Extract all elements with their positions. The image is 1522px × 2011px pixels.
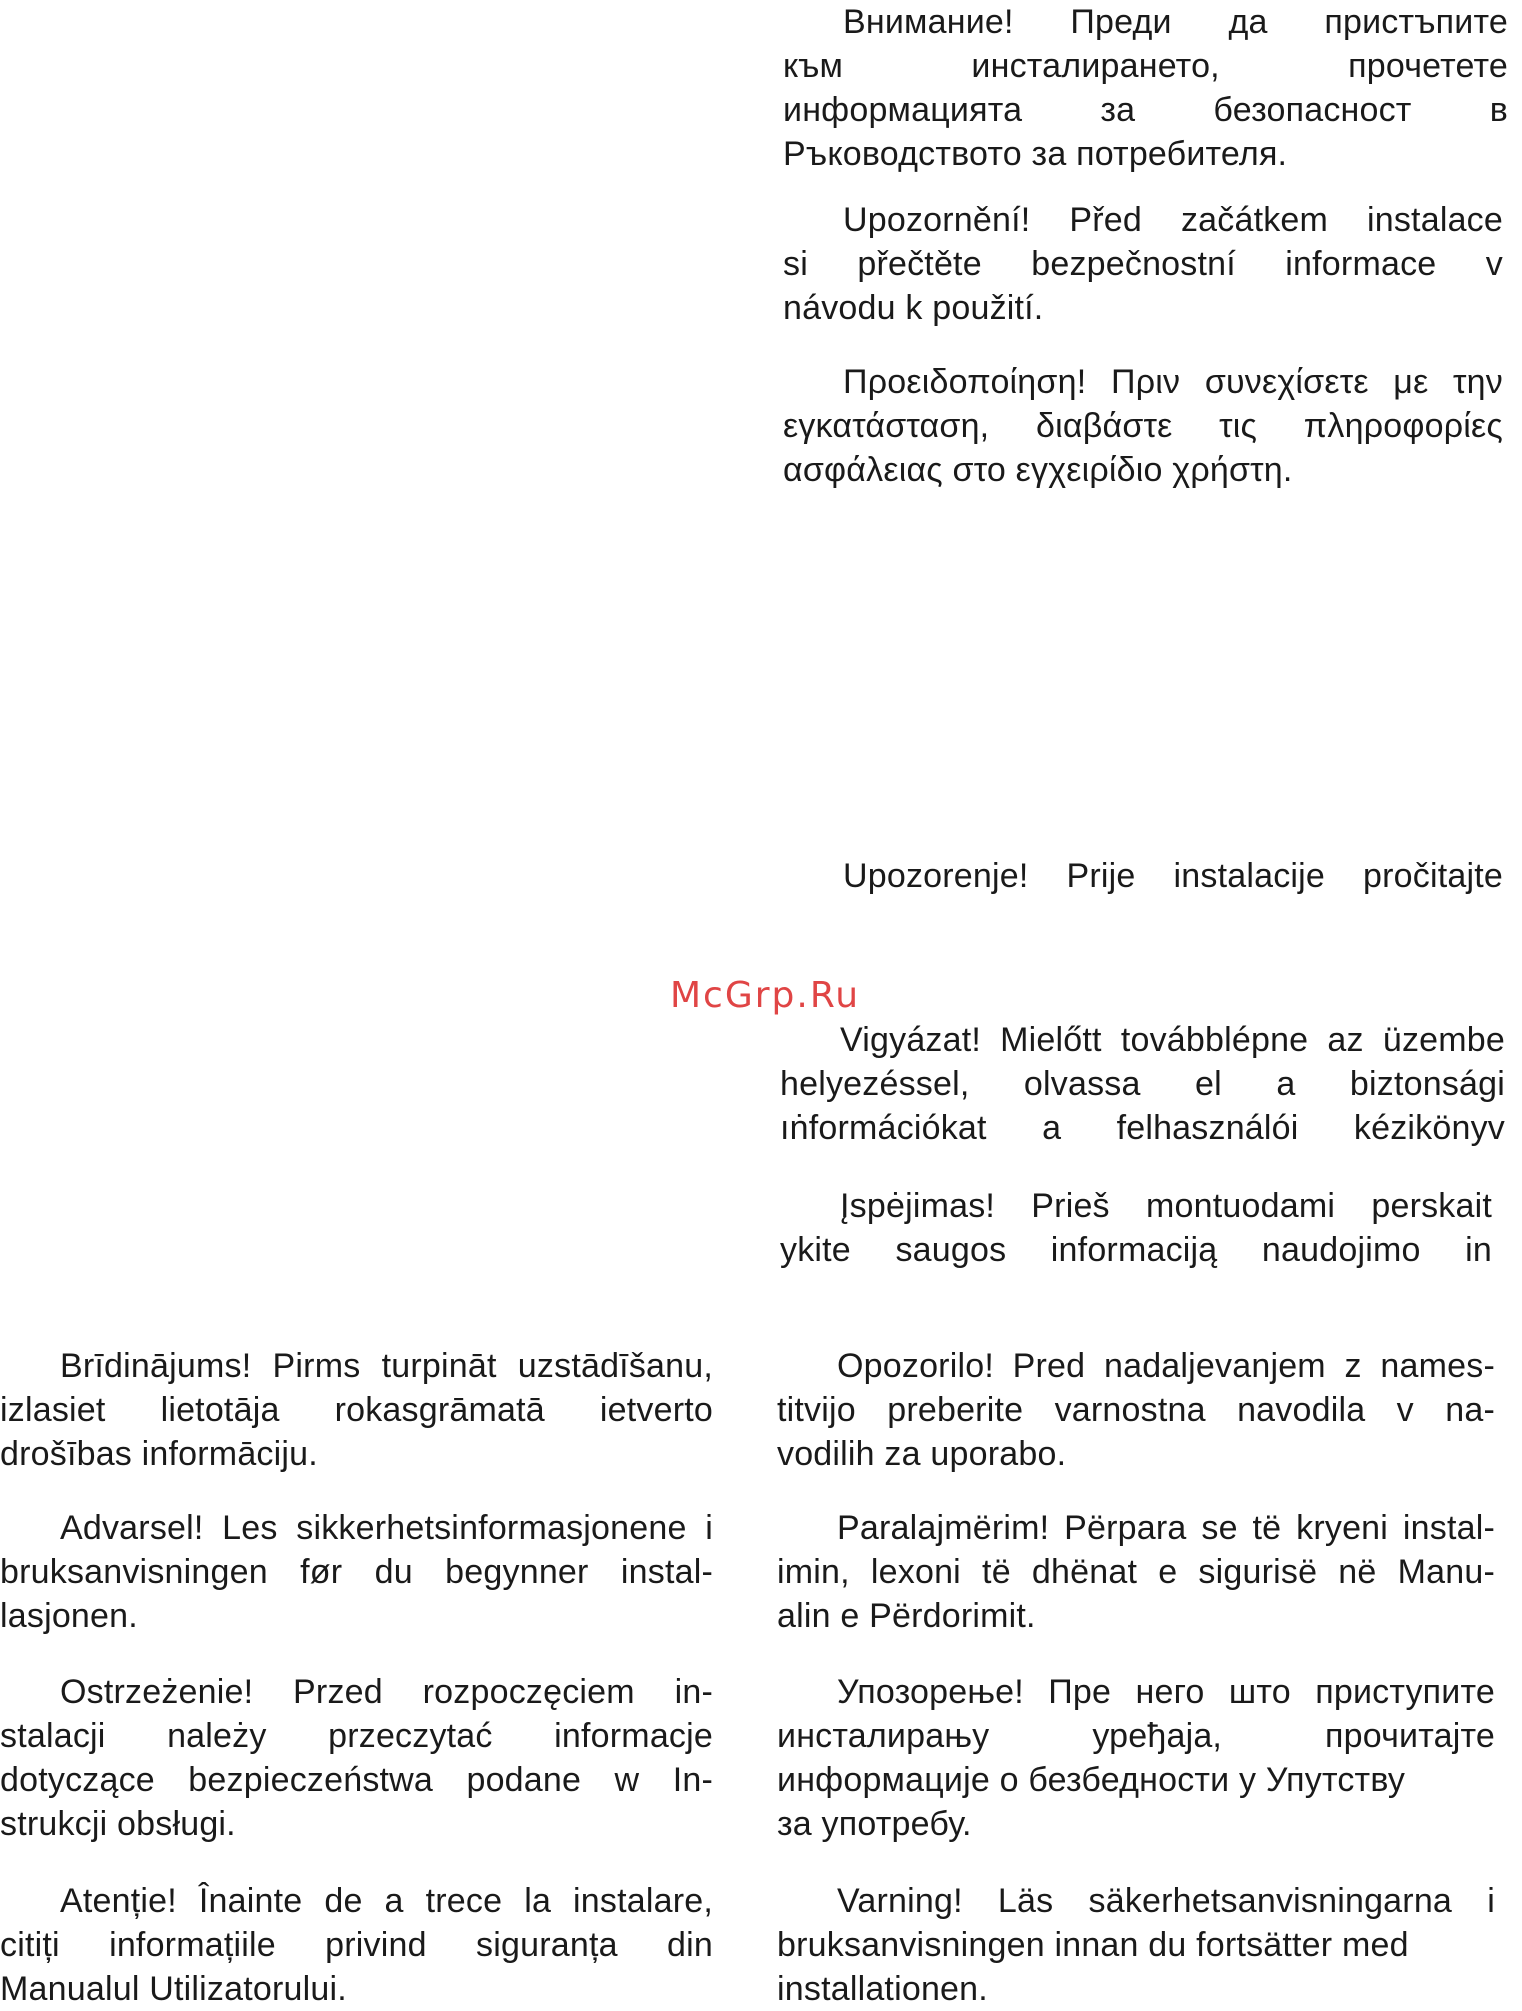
warning-polish [0, 1670, 713, 1846]
warning-line: drošības informāciju. [0, 1435, 318, 1473]
warning-line: bruksanvisningen før du begynner instal- [0, 1553, 713, 1591]
warning-line: izlasiet lietotāja rokasgrāmatā ietverto [0, 1391, 713, 1429]
warning-hungarian [780, 1018, 1505, 1150]
warning-line: Внимание! Преди да пристъпите [843, 3, 1508, 41]
warning-croatian [783, 854, 1503, 898]
warning-line: Advarsel! Les sikkerhetsinformasjonene i [60, 1509, 713, 1547]
warning-line: citiți informațiile privind siguranța din [0, 1926, 713, 1964]
warning-line: Ostrzeżenie! Przed rozpoczęciem in- [60, 1673, 713, 1711]
warning-line: helyezéssel, olvassa el a biztonsági [780, 1065, 1505, 1103]
warning-line: návodu k použití. [783, 289, 1044, 327]
warning-line: информације о безбедности у Упутству [777, 1761, 1406, 1799]
warning-line: strukcji obsługi. [0, 1805, 236, 1843]
warning-line: ıṅformációkat a felhasználói kézikönyv [780, 1109, 1505, 1147]
warning-line: lasjonen. [0, 1597, 138, 1635]
warning-slovenian [777, 1344, 1495, 1476]
warning-line: Įspėjimas! Prieš montuodami perskait [840, 1187, 1492, 1225]
warning-albanian [777, 1506, 1495, 1638]
warning-swedish [777, 1879, 1495, 2011]
warning-line: εγκατάσταση, διαβάστε τις πληροφορίες [783, 407, 1503, 445]
warning-line: Atenție! Înainte de a trece la instalare, [60, 1882, 713, 1920]
warning-line: bruksanvisningen innan du fortsätter med [777, 1926, 1409, 1964]
warning-line: si přečtěte bezpečnostní informace v [783, 245, 1503, 283]
warning-serbian [777, 1670, 1495, 1846]
warning-line: за употребу. [777, 1805, 972, 1843]
warning-line: vodilih za uporabo. [777, 1435, 1067, 1473]
warning-line: информацията за безопасност в [783, 91, 1508, 129]
warning-line: imin, lexoni të dhënat e sigurisë në Manu- [777, 1553, 1495, 1591]
warning-line: Upozornění! Před začátkem instalace [843, 201, 1503, 239]
warning-line: към инсталирането, прочетете [783, 47, 1508, 85]
warning-line: installationen. [777, 1970, 988, 2008]
warning-line: инсталирању уређаја, прочитајте [777, 1717, 1495, 1755]
warning-line: Vigyázat! Mielőtt továbblépne az üzembe [840, 1021, 1505, 1059]
warning-line: dotyczące bezpieczeństwa podane w In- [0, 1761, 713, 1799]
warning-line: ασφάλειας στο εγχειρίδιο χρήστη. [783, 451, 1293, 489]
warning-czech [783, 198, 1503, 330]
warning-line: Упозорење! Пре него што приступите [837, 1673, 1495, 1711]
warning-line: ykite saugos informaciją naudojimo in [780, 1231, 1492, 1269]
warning-norwegian [0, 1506, 713, 1638]
warning-lithuanian [780, 1184, 1492, 1272]
warning-line: Brīdinājums! Pirms turpināt uzstādīšanu, [60, 1347, 713, 1385]
warning-line: Opozorilo! Pred nadaljevanjem z names- [837, 1347, 1495, 1385]
warning-line: alin e Përdorimit. [777, 1597, 1036, 1635]
warning-line: titvijo preberite varnostna navodila v na- [777, 1391, 1495, 1429]
warning-line: stalacji należy przeczytać informacje [0, 1717, 713, 1755]
warning-latvian [0, 1344, 713, 1476]
warning-bulgarian [783, 0, 1508, 176]
warning-line: Paralajmërim! Përpara se të kryeni instal- [837, 1509, 1495, 1547]
warning-line: Ръководството за потребителя. [783, 135, 1288, 173]
warning-line: Προειδοποίηση! Πριν συνεχίσετε με την [843, 363, 1503, 401]
warning-line: Varning! Läs säkerhetsanvisningarna i [837, 1882, 1495, 1920]
warning-line: Manualul Utilizatorului. [0, 1970, 347, 2008]
warning-romanian [0, 1879, 713, 2011]
warning-greek [783, 360, 1503, 492]
warning-line: Upozorenje! Prije instalacije pročitajte [843, 857, 1503, 895]
watermark-logo: McGrp.Ru [670, 975, 861, 1016]
